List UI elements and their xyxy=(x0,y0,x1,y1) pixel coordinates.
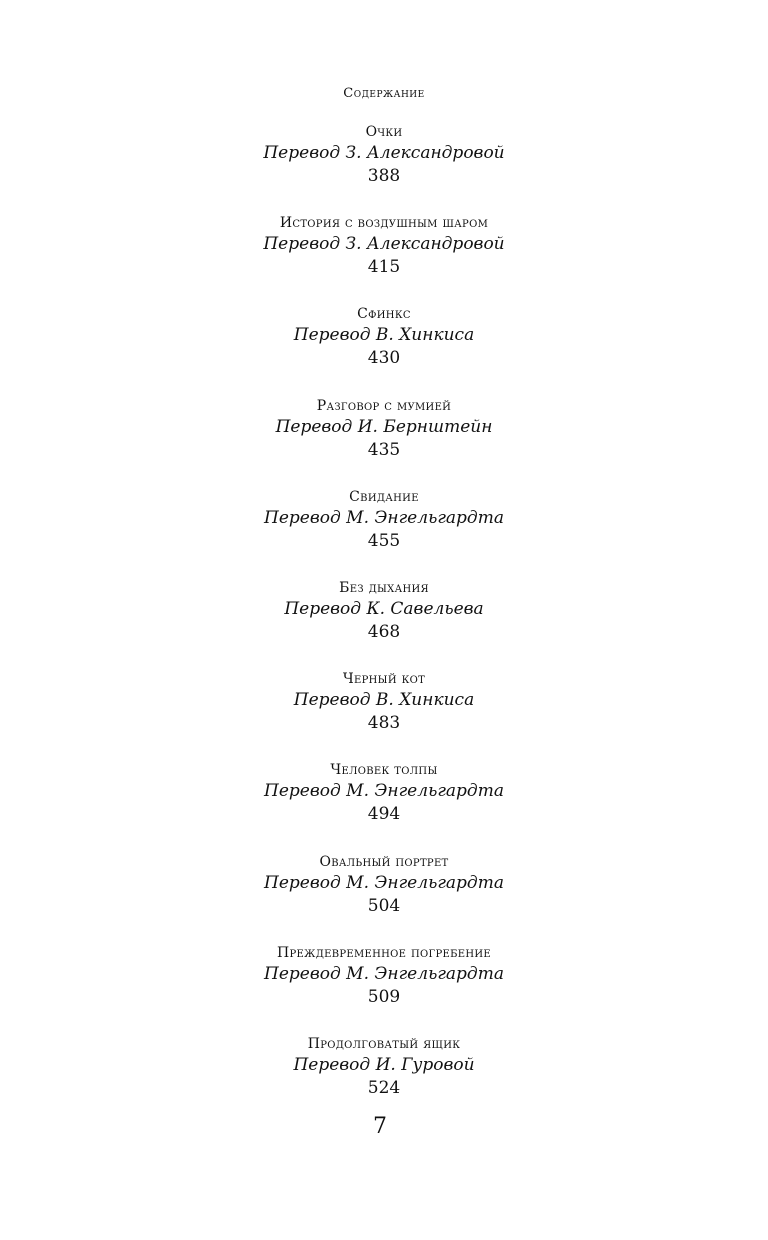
entry-translator: Перевод М. Энгельгардта xyxy=(264,872,504,893)
entry-title: Разговор с мумией xyxy=(316,397,452,414)
entry-title: Свидание xyxy=(349,488,419,505)
entry-title: Черный кот xyxy=(342,671,426,688)
entry-translator: Перевод М. Энгельгардта xyxy=(264,781,504,802)
entry-translator: Перевод М. Энгельгардта xyxy=(264,507,504,528)
entry-page-number: 504 xyxy=(367,895,401,916)
entry-page-number: 415 xyxy=(367,257,401,278)
contents-entry xyxy=(0,943,768,1034)
contents-entry xyxy=(0,213,768,304)
page-title: Содержание xyxy=(343,86,425,101)
entry-translator: Перевод В. Хинкиса xyxy=(293,690,475,711)
contents-entry xyxy=(0,669,768,760)
entry-translator: Перевод И. Гуровой xyxy=(293,1054,475,1075)
entry-title: Преждевременное погребение xyxy=(277,944,491,961)
entry-translator: Перевод И. Бернштейн xyxy=(275,416,493,437)
entry-title: Очки xyxy=(365,124,403,140)
contents-entry xyxy=(0,852,768,943)
entry-page-number: 468 xyxy=(367,621,401,642)
entry-translator: Перевод В. Хинкиса xyxy=(293,325,475,346)
contents-entry xyxy=(0,122,768,213)
contents-entry xyxy=(0,1034,768,1125)
entry-page-number: 435 xyxy=(367,439,401,460)
entry-page-number: 455 xyxy=(367,530,401,551)
entry-translator: Перевод М. Энгельгардта xyxy=(264,963,504,984)
entry-title: Сфинкс xyxy=(357,306,411,323)
entry-page-number: 509 xyxy=(367,986,401,1007)
contents-entry xyxy=(0,304,768,395)
entry-translator: Перевод К. Савельева xyxy=(284,598,484,619)
entry-page-number: 430 xyxy=(367,348,401,369)
contents-entry xyxy=(0,487,768,578)
entry-page-number: 483 xyxy=(367,713,401,734)
entry-title: Овальный портрет xyxy=(319,853,449,870)
entry-page-number: 524 xyxy=(367,1077,401,1098)
entry-page-number: 494 xyxy=(367,804,401,825)
entry-title: История с воздушным шаром xyxy=(279,215,489,232)
entry-translator: Перевод З. Александровой xyxy=(263,234,505,255)
contents-list xyxy=(0,122,768,1125)
entry-title: Человек толпы xyxy=(330,762,438,779)
entry-translator: Перевод З. Александровой xyxy=(263,143,505,163)
entry-title: Без дыхания xyxy=(339,579,429,596)
entry-title: Продолговатый ящик xyxy=(307,1035,461,1052)
contents-entry xyxy=(0,396,768,487)
entry-page-number: 388 xyxy=(367,166,401,186)
contents-entry xyxy=(0,760,768,851)
contents-entry xyxy=(0,578,768,669)
page-number-folio: 7 xyxy=(373,1114,387,1139)
